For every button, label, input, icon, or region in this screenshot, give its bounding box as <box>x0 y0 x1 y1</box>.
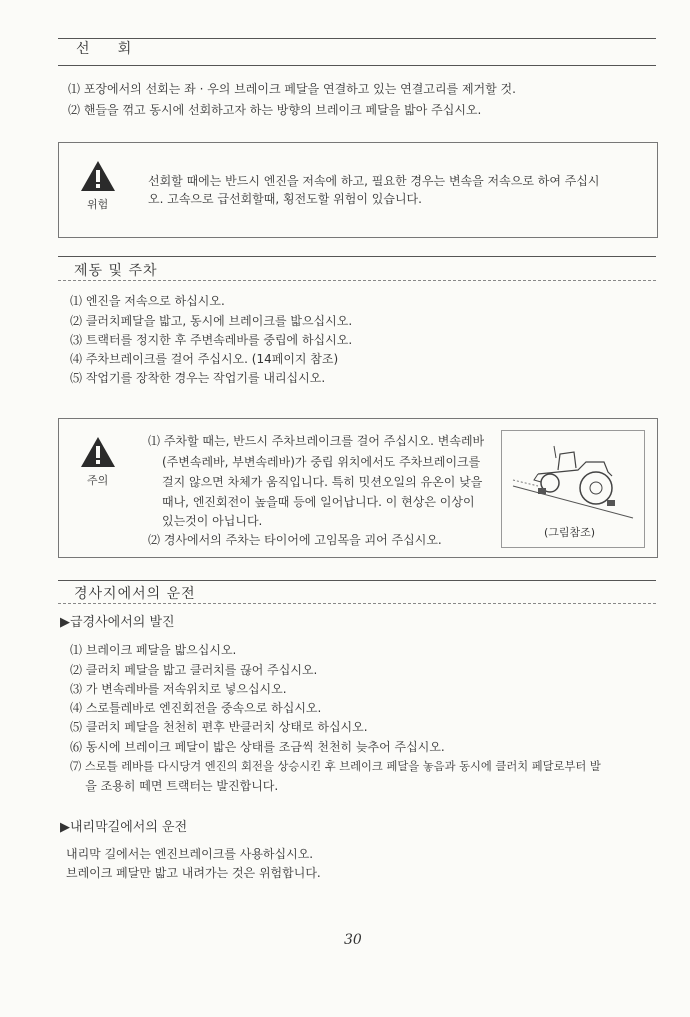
uphill-item-2: ⑵ 클러치 페달을 밟고 클러치를 끊어 주십시오. <box>70 663 318 677</box>
figure-caption: (그림참조) <box>544 526 596 539</box>
braking-item-2: ⑵ 클러치페달을 밟고, 동시에 브레이크를 밟으십시오. <box>70 314 353 328</box>
tractor-on-slope-illustration <box>508 436 638 524</box>
caution-text-line-6: ⑵ 경사에서의 주차는 타이어에 고임목을 괴어 주십시오. <box>148 533 442 547</box>
warning-label: 위험 <box>87 198 109 211</box>
section-title-slope: 경사지에서의 운전 <box>74 586 196 602</box>
braking-item-4: ⑷ 주차브레이크를 걸어 주십시오. (14페이지 참조) <box>70 352 339 366</box>
section-rule-braking <box>58 280 656 281</box>
warning-triangle-icon <box>80 160 116 192</box>
downhill-item-2: 브레이크 페달만 밟고 내려가는 것은 위험합니다. <box>66 866 321 880</box>
subsection-title-uphill: ▶급경사에서의 발진 <box>60 615 175 630</box>
caution-text-line-1: ⑴ 주차할 때는, 반드시 주차브레이크를 걸어 주십시오. 변속레바 <box>148 434 485 448</box>
section-rule-turning <box>58 65 656 66</box>
warning-text-line-2: 오. 고속으로 급선회할때, 횡전도할 위험이 있습니다. <box>148 192 422 206</box>
uphill-item-7-cont: 을 조용히 떼면 트랙터는 발진합니다. <box>70 779 279 793</box>
uphill-item-6: ⑹ 동시에 브레이크 페달이 밟은 상태를 조금씩 천천히 늦추어 주십시오. <box>70 740 445 754</box>
turning-item-1: ⑴ 포장에서의 선회는 좌 · 우의 브레이크 페달을 연결하고 있는 연결고리를 제거할 것. <box>68 82 516 96</box>
caution-text-line-4: 때나, 엔진회전이 높을때 등에 일어납니다. 이 현상은 이상이 <box>162 495 475 509</box>
uphill-item-3: ⑶ 가 변속레바를 저속위치로 넣으십시오. <box>70 682 287 696</box>
subsection-title-downhill: ▶내리막길에서의 운전 <box>60 820 188 835</box>
section-rule-slope-top <box>58 580 656 581</box>
section-rule-turning-top <box>58 38 656 39</box>
braking-item-1: ⑴ 엔진을 저속으로 하십시오. <box>70 294 225 308</box>
caution-triangle-icon <box>80 436 116 468</box>
downhill-item-1: 내리막 길에서는 엔진브레이크를 사용하십시오. <box>66 847 314 861</box>
warning-text-line-1: 선회할 때에는 반드시 엔진을 저속에 하고, 필요한 경우는 변속을 저속으로 하여 주십시 <box>148 174 600 188</box>
caution-text-line-5: 있는것이 아닙니다. <box>162 514 263 528</box>
section-title-turning: 선 회 <box>76 41 133 57</box>
section-rule-braking-top <box>58 256 656 257</box>
turning-item-2: ⑵ 핸들을 꺾고 동시에 선회하고자 하는 방향의 브레이크 페달을 밟아 주십시오. <box>68 103 482 117</box>
uphill-item-7: ⑺ 스로틀 레바를 다시당겨 엔진의 회전을 상승시킨 후 브레이크 페달을 놓음과 동시에 클러치 페달로부터 발 <box>70 760 601 773</box>
page-number: 30 <box>344 932 362 948</box>
section-title-braking: 제동 및 주차 <box>74 263 158 279</box>
caution-text-line-2: (주변속레바, 부변속레바)가 중립 위치에서도 주차브레이크를 <box>162 455 481 469</box>
braking-item-5: ⑸ 작업기를 장착한 경우는 작업기를 내리십시오. <box>70 371 326 385</box>
uphill-item-1: ⑴ 브레이크 페달을 밟으십시오. <box>70 643 237 657</box>
caution-label: 주의 <box>87 474 109 487</box>
caution-text-line-3: 걸지 않으면 차체가 움직입니다. 특히 밋션오일의 유온이 낮을 <box>162 475 483 489</box>
braking-item-3: ⑶ 트랙터를 정지한 후 주변속레바를 중립에 하십시오. <box>70 333 353 347</box>
section-rule-slope <box>58 603 656 604</box>
uphill-item-4: ⑷ 스로틀레바로 엔진회전을 중속으로 하십시오. <box>70 701 322 715</box>
uphill-item-5: ⑸ 클러치 페달을 천천히 편후 반클러치 상태로 하십시오. <box>70 720 368 734</box>
